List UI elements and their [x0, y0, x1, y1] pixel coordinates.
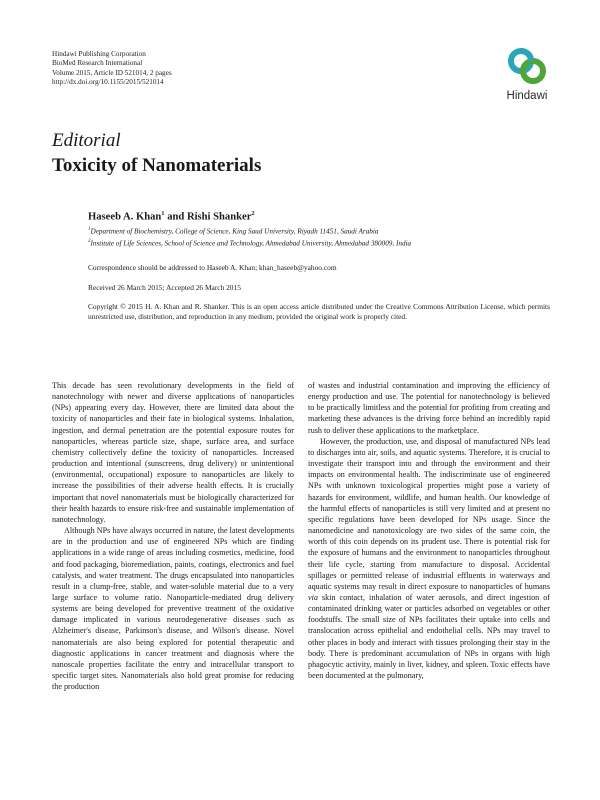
- body-paragraph: [308, 436, 550, 681]
- hindawi-wordmark: Hindawi: [506, 90, 548, 102]
- correspondence-line: Correspondence should be addressed to Haseeb A. Khan; khan_haseeb@yahoo.com: [88, 263, 337, 272]
- affiliation-2: [88, 239, 411, 247]
- affiliation-text: Institute of Life Sciences, School of Science and Technology, Ahmedabad University, Ahmedabad 380009, India: [90, 239, 412, 248]
- publisher-name: Hindawi Publishing Corporation: [52, 50, 146, 58]
- doi-link[interactable]: http://dx.doi.org/10.1155/2015/521014: [52, 78, 164, 87]
- author-name: Haseeb A. Khan: [88, 211, 162, 223]
- volume-info: Volume 2015, Article ID 521014, 2 pages: [52, 68, 172, 77]
- received-accepted-dates: Received 26 March 2015; Accepted 26 March 2015: [88, 283, 241, 292]
- affiliation-text: Department of Biochemistry, College of Science, King Saud University, Riyadh 11451, Saudi Arabia: [90, 227, 379, 236]
- author-line: [88, 210, 255, 223]
- journal-name: BioMed Research International: [52, 59, 143, 68]
- hindawi-logo: [496, 46, 558, 110]
- body-text: skin contact, inhalation of water aerosols, and direct ingestion of contaminated drinking water or particles adsorbed on vegetables or other foodstuffs. The small size of NPs facilitates their uptake into cells and translocation across epithelial and endothelial cells. NPs may travel to other places in body and interact with tissues prolonging their stay in the body. There is predominant accumulation of NPs in organs with high phagocytic activity, mainly in liver, kidney, and spleen. Toxic effects have been documented at the pulmonary,: [308, 592, 550, 681]
- body-paragraph: of wastes and industrial contamination and improving the efficiency of energy production and use. The potential for nanotechnology is believed to be practically limitless and the potential for profiting from creating and marketing these advances is the driving force behind an incredibly rapid rush to deliver these applications to the marketplace.: [308, 381, 550, 435]
- article-type: Editorial: [52, 130, 121, 151]
- author-affiliation-mark: 2: [251, 210, 255, 217]
- body-column-left: [52, 380, 294, 692]
- author-affiliation-mark: 1: [161, 210, 165, 217]
- affiliation-1: [88, 227, 379, 235]
- hindawi-logo-icon: [506, 46, 548, 86]
- body-paragraph: This decade has seen revolutionary developments in the field of nanotechnology with newer and diverse applications of nanoparticles (NPs) appearing every day. However, there are limited data about the toxicity of nanoparticles and their fate in biological systems. Inhalation, ingestion, and dermal penetration are the potential exposure routes for nanoparticles, whereas particle size, shape, surface area, and surface chemistry collectively define the toxicity of nanoparticles. Increased production and intentional (sunscreens, drug delivery) or unintentional (environmental, occupational) exposure to nanoparticles are likely to increase the possibilities of their adverse health effects. It is crucially important that novel nanomaterials must be biologically characterized for their health hazards to ensure risk-free and sustainable implementation of nanotechnology.: [52, 381, 294, 524]
- italic-term: via: [308, 592, 318, 602]
- affiliation-mark: 2: [88, 239, 91, 244]
- publication-info: [52, 50, 172, 88]
- article-title: Toxicity of Nanomaterials: [52, 155, 262, 176]
- author-name: Rishi Shanker: [186, 211, 252, 223]
- body-text: However, the production, use, and disposal of manufactured NPs lead to discharges into air, soils, and aquatic systems. Therefore, it is crucial to investigate their transport into and through the environment and their impacts on environmental health. The indiscriminate use of engineered NPs with unknown toxicological properties might pose a variety of hazards for environment, wildlife, and human health. Our knowledge of the harmful effects of nanoparticles is still very limited and at present no specific regulations have been developed for NPs usage. Since the nanomedicine and nanotoxicology are two sides of the same coin, the worth of this coin depends on its prudent use. There is potential risk for the exposure of humans and the environment to nanoparticles throughout their life cycle, starting from manufacture to disposal. Accidental spillages or permitted release of industrial effluents in waterways and aquatic systems may result in direct exposure to nanoparticles of humans: [308, 436, 550, 591]
- body-column-right: [308, 380, 550, 681]
- affiliation-mark: 1: [88, 227, 91, 232]
- copyright-notice: Copyright © 2015 H. A. Khan and R. Shanker. This is an open access article distributed under the Creative Commons Attribution License, which permits unrestricted use, distribution, and reproduction in any medium, provided the original work is properly cited.: [88, 302, 550, 321]
- author-separator: and: [164, 211, 187, 223]
- body-paragraph: Although NPs have always occurred in nature, the latest developments are in the production and use of engineered NPs which are finding applications in a wide range of areas including cosmetics, medicine, food and food packaging, bioremediation, paints, coatings, electronics and fuel catalysts, and water treatment. The drugs encapsulated into nanoparticles result in a clump-free, stable, and water-soluble material due to a very large surface to volume ratio. Nanoparticle-mediated drug delivery systems are being developed for preventive treatment of the oxidative damage implicated in various neurodegenerative diseases such as Alzheimer's disease, Parkinson's disease, and Wilson's disease. Novel nanomaterials are also being explored for potential therapeutic and diagnostic applications in cancer treatment and diagnosis where the nanoscale properties facilitate the entry and intracellular transport to specific target sites. Nanomaterials also hold great promise for reducing the production: [52, 526, 294, 692]
